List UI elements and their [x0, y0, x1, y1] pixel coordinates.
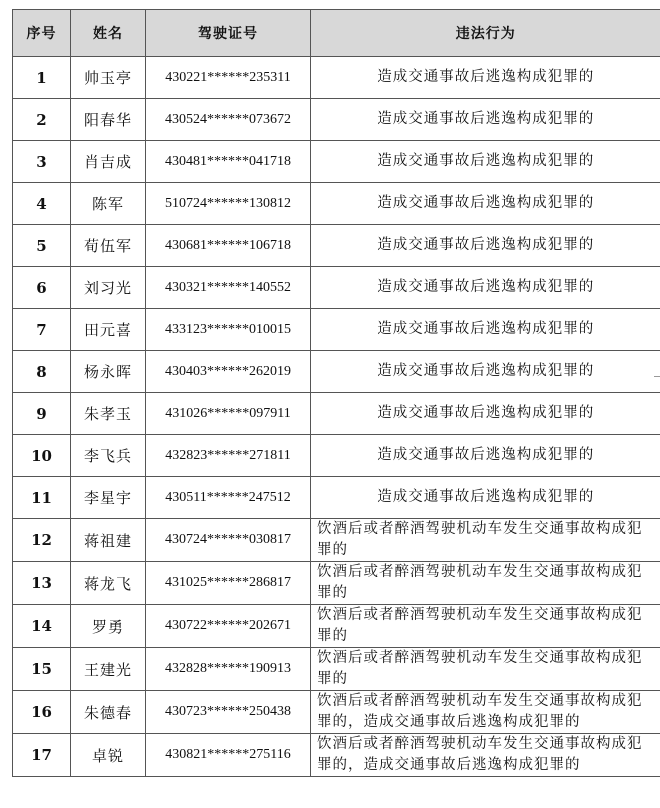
- table-row: [13, 734, 660, 777]
- row-license-number: 431026******097911: [146, 393, 311, 435]
- row-number: 11: [13, 477, 71, 519]
- table-row: [13, 267, 660, 309]
- row-violation: 饮酒后或者醉酒驾驶机动车发生交通事故构成犯罪的: [311, 648, 660, 691]
- row-violation: 造成交通事故后逃逸构成犯罪的: [311, 183, 660, 225]
- table-body: [13, 57, 660, 777]
- row-license-number: 433123******010015: [146, 309, 311, 351]
- row-number: 15: [13, 648, 71, 691]
- row-name: 荀伍军: [71, 225, 146, 267]
- row-name: 杨永晖: [71, 351, 146, 393]
- row-violation: 造成交通事故后逃逸构成犯罪的: [311, 267, 660, 309]
- row-violation: 饮酒后或者醉酒驾驶机动车发生交通事故构成犯罪的，造成交通事故后逃逸构成犯罪的: [311, 691, 660, 734]
- row-name: 刘习光: [71, 267, 146, 309]
- row-license-number: 432823******271811: [146, 435, 311, 477]
- header-license: 驾驶证号: [146, 10, 311, 57]
- table-row: [13, 351, 660, 393]
- row-license-number: 430524******073672: [146, 99, 311, 141]
- row-violation: 造成交通事故后逃逸构成犯罪的: [311, 99, 660, 141]
- row-license-number: 430724******030817: [146, 519, 311, 562]
- table-row: [13, 477, 660, 519]
- row-violation: 造成交通事故后逃逸构成犯罪的: [311, 309, 660, 351]
- row-number: 10: [13, 435, 71, 477]
- row-number: 16: [13, 691, 71, 734]
- row-license-number: 430403******262019: [146, 351, 311, 393]
- row-license-number: 430481******041718: [146, 141, 311, 183]
- row-violation: 造成交通事故后逃逸构成犯罪的: [311, 477, 660, 519]
- table-row: [13, 309, 660, 351]
- table-row: [13, 183, 660, 225]
- row-name: 蒋祖建: [71, 519, 146, 562]
- row-number: 2: [13, 99, 71, 141]
- row-license-number: 430723******250438: [146, 691, 311, 734]
- header-name: 姓名: [71, 10, 146, 57]
- row-name: 肖吉成: [71, 141, 146, 183]
- table-row: [13, 691, 660, 734]
- row-name: 田元喜: [71, 309, 146, 351]
- table-row: [13, 141, 660, 183]
- row-name: 李飞兵: [71, 435, 146, 477]
- table-row: [13, 225, 660, 267]
- row-name: 李星宇: [71, 477, 146, 519]
- header-no: 序号: [13, 10, 71, 57]
- row-violation: 饮酒后或者醉酒驾驶机动车发生交通事故构成犯罪的，造成交通事故后逃逸构成犯罪的: [311, 734, 660, 777]
- row-license-number: 430681******106718: [146, 225, 311, 267]
- row-number: 13: [13, 562, 71, 605]
- table-row: [13, 648, 660, 691]
- row-number: 1: [13, 57, 71, 99]
- table-row: [13, 57, 660, 99]
- row-license-number: 431025******286817: [146, 562, 311, 605]
- row-number: 7: [13, 309, 71, 351]
- table-row: [13, 435, 660, 477]
- row-violation: 造成交通事故后逃逸构成犯罪的: [311, 393, 660, 435]
- row-license-number: 432828******190913: [146, 648, 311, 691]
- row-number: 9: [13, 393, 71, 435]
- table-row: [13, 562, 660, 605]
- row-number: 17: [13, 734, 71, 777]
- row-violation: 造成交通事故后逃逸构成犯罪的: [311, 225, 660, 267]
- table-header-row: [13, 10, 660, 57]
- row-name: 蒋龙飞: [71, 562, 146, 605]
- violation-table: [12, 9, 660, 777]
- row-license-number: 430722******202671: [146, 605, 311, 648]
- row-license-number: 430321******140552: [146, 267, 311, 309]
- table-row: [13, 393, 660, 435]
- row-license-number: 430221******235311: [146, 57, 311, 99]
- row-license-number: 430511******247512: [146, 477, 311, 519]
- row-number: 14: [13, 605, 71, 648]
- row-name: 阳春华: [71, 99, 146, 141]
- row-violation: 饮酒后或者醉酒驾驶机动车发生交通事故构成犯罪的: [311, 605, 660, 648]
- row-number: 12: [13, 519, 71, 562]
- row-name: 陈军: [71, 183, 146, 225]
- row-license-number: 510724******130812: [146, 183, 311, 225]
- row-violation: 造成交通事故后逃逸构成犯罪的: [311, 351, 660, 393]
- row-name: 卓锐: [71, 734, 146, 777]
- row-violation: 饮酒后或者醉酒驾驶机动车发生交通事故构成犯罪的: [311, 562, 660, 605]
- row-name: 王建光: [71, 648, 146, 691]
- row-name: 罗勇: [71, 605, 146, 648]
- table-row: [13, 99, 660, 141]
- row-number: 4: [13, 183, 71, 225]
- row-number: 6: [13, 267, 71, 309]
- row-number: 8: [13, 351, 71, 393]
- row-name: 朱孝玉: [71, 393, 146, 435]
- row-number: 3: [13, 141, 71, 183]
- row-name: 朱德春: [71, 691, 146, 734]
- row-violation: 造成交通事故后逃逸构成犯罪的: [311, 141, 660, 183]
- table-row: [13, 519, 660, 562]
- row-number: 5: [13, 225, 71, 267]
- row-violation: 造成交通事故后逃逸构成犯罪的: [311, 435, 660, 477]
- row-name: 帅玉亭: [71, 57, 146, 99]
- header-violation: 违法行为: [311, 10, 660, 57]
- row-license-number: 430821******275116: [146, 734, 311, 777]
- row-violation: 造成交通事故后逃逸构成犯罪的: [311, 57, 660, 99]
- row-violation: 饮酒后或者醉酒驾驶机动车发生交通事故构成犯罪的: [311, 519, 660, 562]
- table-row: [13, 605, 660, 648]
- page-edge-mark: [654, 376, 660, 377]
